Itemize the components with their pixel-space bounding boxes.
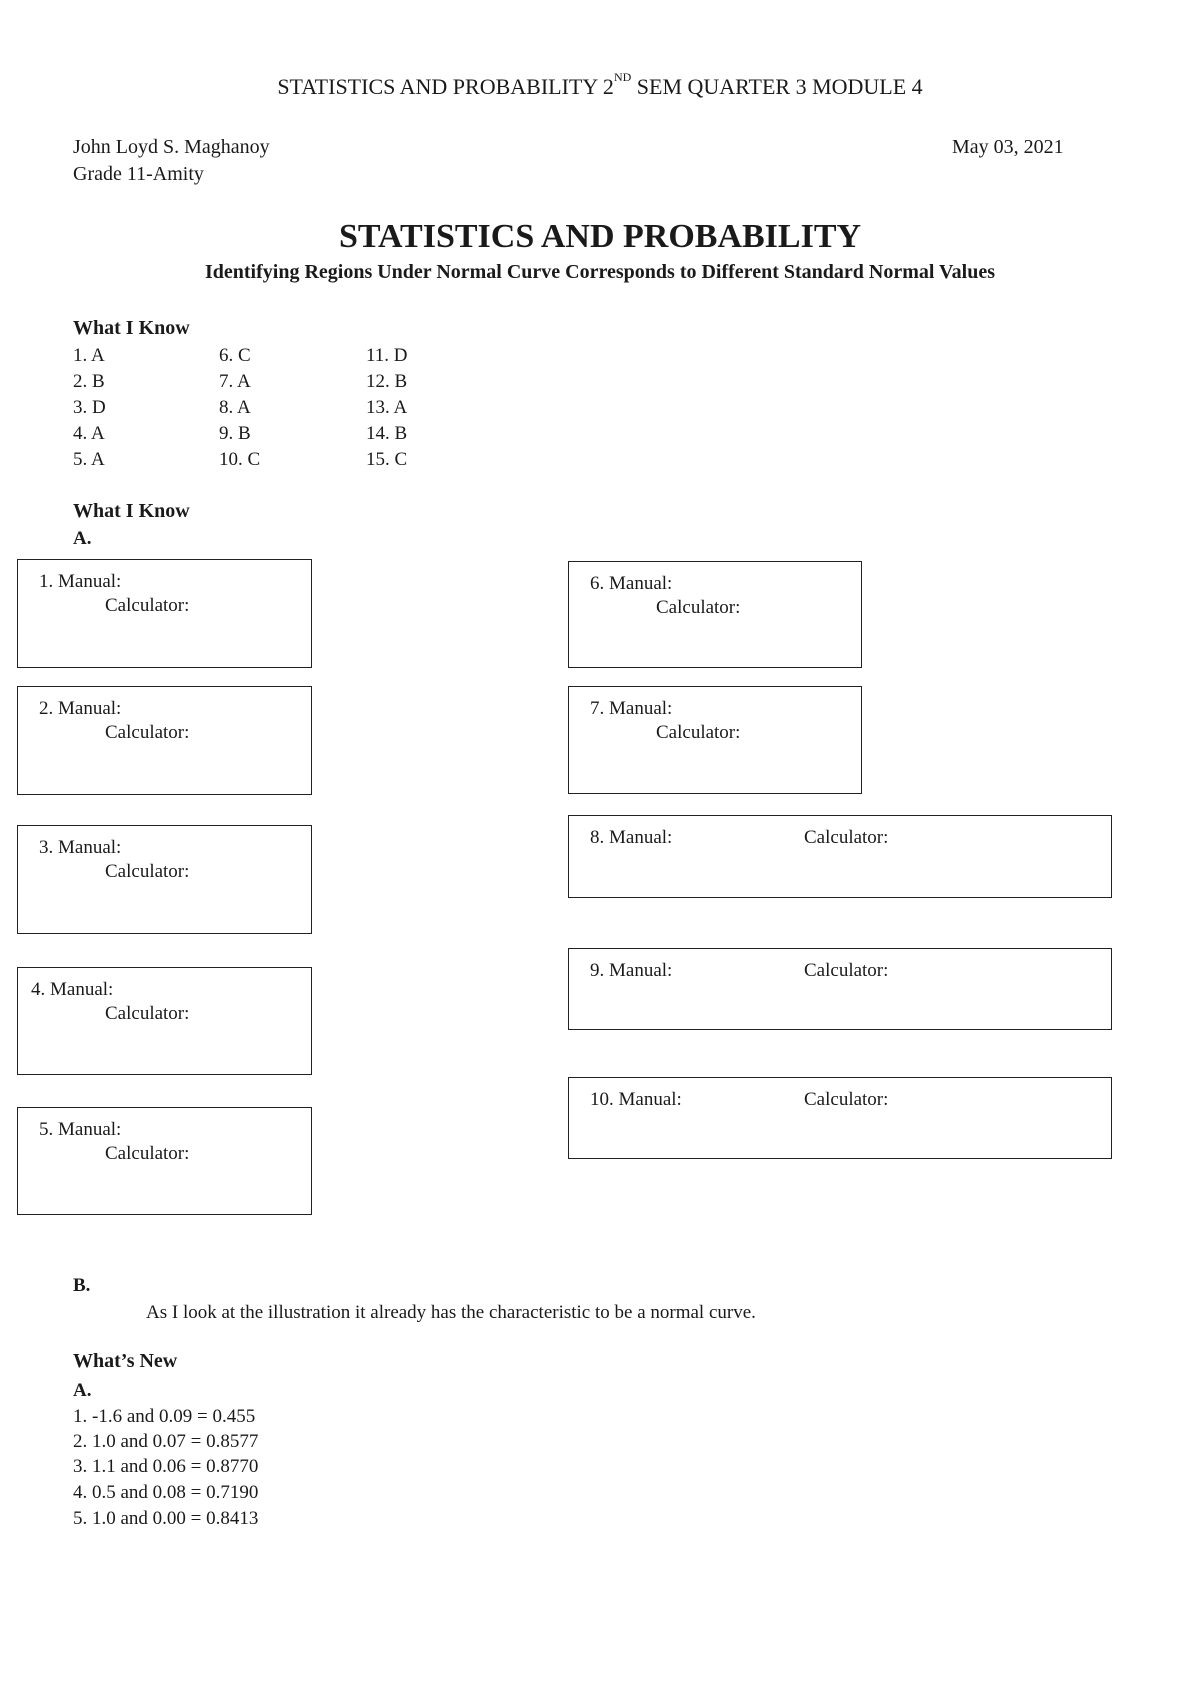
box-manual-label: 2. Manual: (39, 698, 122, 719)
student-name: John Loyd S. Maghanoy (73, 136, 270, 158)
answer-item: 15. C (366, 449, 408, 470)
whats-new-heading: What’s New (73, 1350, 178, 1372)
box-calculator-label: Calculator: (656, 597, 741, 618)
answer-box-10 (568, 1077, 1112, 1159)
whats-new-item: 5. 1.0 and 0.00 = 0.8413 (73, 1508, 259, 1529)
part-a-label: A. (73, 528, 92, 549)
answer-item: 2. B (73, 371, 105, 392)
whats-new-item: 1. -1.6 and 0.09 = 0.455 (73, 1406, 256, 1427)
header-superscript: ND (613, 70, 632, 84)
box-calculator-label: Calculator: (656, 722, 741, 743)
box-calculator-label: Calculator: (105, 861, 190, 882)
part-b-label: B. (73, 1275, 91, 1296)
answer-box-2 (17, 686, 312, 795)
what-i-know-heading: What I Know (73, 317, 190, 339)
answer-item: 5. A (73, 449, 105, 470)
whats-new-item: 4. 0.5 and 0.08 = 0.7190 (73, 1482, 259, 1503)
what-i-know-heading-2: What I Know (73, 500, 190, 522)
answer-box-1 (17, 559, 312, 668)
answer-box-6 (568, 561, 862, 668)
answer-item: 9. B (219, 423, 251, 444)
box-manual-label: 1. Manual: (39, 571, 122, 592)
answer-item: 4. A (73, 423, 105, 444)
answer-item: 14. B (366, 423, 408, 444)
box-manual-label: 4. Manual: (31, 979, 114, 1000)
answer-item: 13. A (366, 397, 408, 418)
box-calculator-label: Calculator: (105, 595, 190, 616)
box-calculator-label: Calculator: (804, 1089, 889, 1110)
answer-box-7 (568, 686, 862, 794)
box-manual-label: 3. Manual: (39, 837, 122, 858)
answer-item: 3. D (73, 397, 106, 418)
box-calculator-label: Calculator: (804, 960, 889, 981)
box-manual-label: 9. Manual: (590, 960, 673, 981)
page-header (0, 70, 1200, 100)
answer-box-4 (17, 967, 312, 1075)
box-calculator-label: Calculator: (804, 827, 889, 848)
answer-item: 11. D (366, 345, 408, 366)
student-grade: Grade 11-Amity (73, 163, 204, 185)
answer-item: 10. C (219, 449, 261, 470)
header-rest: SEM QUARTER 3 MODULE 4 (631, 74, 923, 99)
box-manual-label: 6. Manual: (590, 573, 673, 594)
box-manual-label: 7. Manual: (590, 698, 673, 719)
box-calculator-label: Calculator: (105, 1003, 190, 1024)
whats-new-item: 2. 1.0 and 0.07 = 0.8577 (73, 1431, 259, 1452)
answer-item: 1. A (73, 345, 105, 366)
answer-item: 8. A (219, 397, 251, 418)
answer-item: 6. C (219, 345, 251, 366)
answer-box-3 (17, 825, 312, 934)
answer-item: 7. A (219, 371, 251, 392)
document-subtitle: Identifying Regions Under Normal Curve Corresponds to Different Standard Normal Values (204, 261, 996, 283)
answer-box-8 (568, 815, 1112, 898)
box-manual-label: 8. Manual: (590, 827, 673, 848)
document-title: STATISTICS AND PROBABILITY (338, 218, 862, 255)
whats-new-item: 3. 1.1 and 0.06 = 0.8770 (73, 1456, 259, 1477)
header-main: STATISTICS AND PROBABILITY 2 (277, 74, 614, 99)
box-manual-label: 5. Manual: (39, 1119, 122, 1140)
whats-new-part-a: A. (73, 1380, 92, 1401)
answer-item: 12. B (366, 371, 408, 392)
answer-box-5 (17, 1107, 312, 1215)
box-calculator-label: Calculator: (105, 722, 190, 743)
part-b-answer: As I look at the illustration it already has the characteristic to be a normal curve. (146, 1302, 756, 1323)
date: May 03, 2021 (952, 136, 1064, 158)
box-calculator-label: Calculator: (105, 1143, 190, 1164)
box-manual-label: 10. Manual: (590, 1089, 682, 1110)
answer-box-9 (568, 948, 1112, 1030)
